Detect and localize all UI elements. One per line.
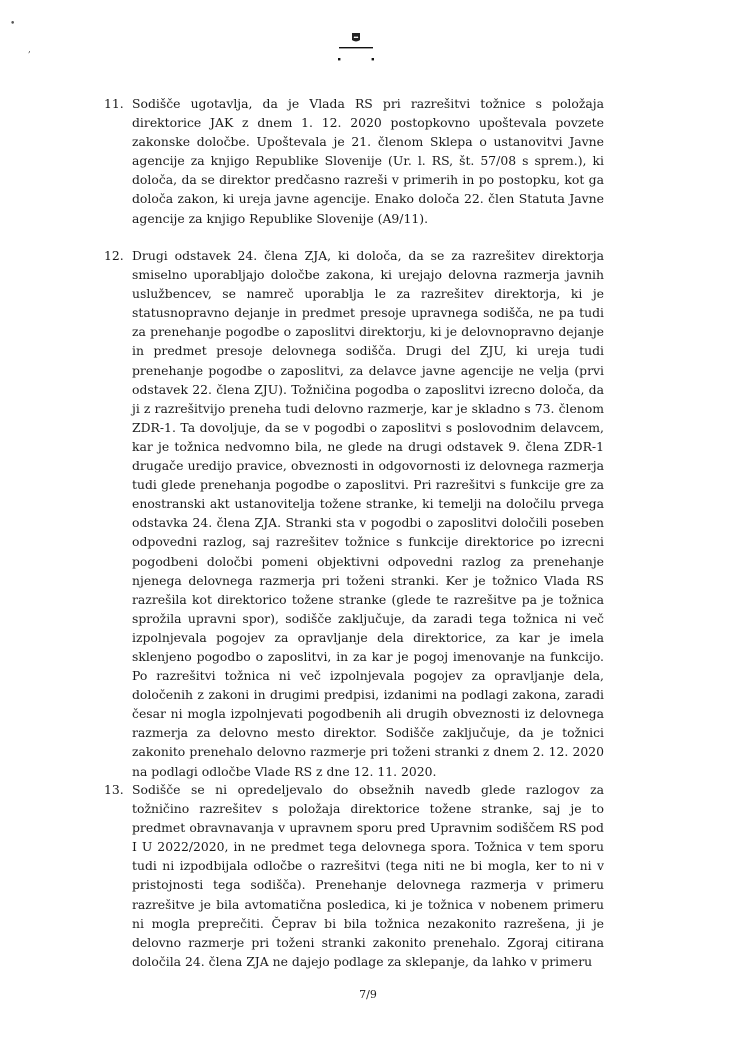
paragraph-12 [104, 246, 604, 781]
paragraph-11 [104, 94, 604, 228]
paragraph-text: Sodišče se ni opredeljevalo do obsežnih navedb glede razlogov za tožničino razrešitev s položaja direktorice tožene stranke, saj je to predmet obravnavanja v upravnem sporu pred Upravnim sodiščem RS pod I U 2022/2020, in ne predmet tega delovnega spora. Tožnica v tem sporu tudi ni izpodbijala odločbe o razrešitvi (tega niti ne bi mogla, ker to ni v pristojnosti tega sodišča). Prenehanje delovnega razmerja v primeru razrešitve je bila avtomatična posledica, ki je tožnica v nobenem primeru ni mogla preprečiti. Čeprav bi bila tožnica nezakonito razrešena, ji je delovno razmerje pri toženi stranki zakonito prenehalo. Zgoraj citirana določila 24. člena ZJA ne dajejo podlage za sklepanje, da lahko v primeru [132, 782, 604, 969]
paragraph-13 [104, 780, 604, 971]
paragraph-number: 11. [104, 96, 124, 111]
coat-of-arms-icon [336, 30, 376, 64]
page-number: 7/9 [359, 988, 377, 1001]
paragraph-text: Sodišče ugotavlja, da je Vlada RS pri razrešitvi tožnice s položaja direktorice JAK z dnem 1. 12. 2020 postopkovno upoštevala povzete zakonske določbe. Upoštevala je 21. členom Sklepa o ustanovitvi Javne agencije za knjigo Republike Slovenije (Ur. l. RS, št. 57/08 s sprem.), ki določa, da se direktor predčasno razreši v primerih in po postopku, kot ga določa zakon, ki ureja javne agencije. Enako določa 22. člen Statuta Javne agencije za knjigo Republike Slovenije (A9/11). [132, 96, 604, 226]
scan-speck: , [28, 45, 31, 55]
paragraph-number: 13. [104, 782, 124, 797]
scan-speck: • [10, 19, 16, 29]
paragraph-text: Drugi odstavek 24. člena ZJA, ki določa, da se za razrešitev direktorja smiselno uporabljajo določbe zakona, ki urejajo delovna razmerja javnih uslužbencev, se namreč uporablja le za razrešitev direktorja, ki je statusnopravno dejanje in predmet presoje upravnega sodišča, ne pa tudi za prenehanje pogodbe o zaposlitvi direktorju, ki je delovnopravno dejanje in predmet presoje delovnega sodišča. Drugi del ZJU, ki ureja tudi prenehanje pogodbe o zaposlitvi, za delavce javne agencije ne velja (prvi odstavek 22. člena ZJU). Tožničina pogodba o zaposlitvi izrecno določa, da ji z razrešitvijo preneha tudi delovno razmerje, kar je skladno s 73. členom ZDR-1. Ta dovoljuje, da se v pogodbi o zaposlitvi s poslovodnim delavcem, kar je tožnica nedvomno bila, ne glede na drugi odstavek 9. člena ZDR-1 drugače uredijo pravice, obveznosti in odgovornosti iz delovnega razmerja tudi glede prenehanja pogodbe o zaposlitvi. Pri razrešitvi s funkcije gre za enostranski akt ustanovitelja tožene stranke, ki temelji na določilu prvega odstavka 24. člena ZJA. Stranki sta v pogodbi o zaposlitvi določili poseben odpovedni razlog, saj razrešitev tožnice s funkcije direktorice po izrecni pogodbeni določbi pomeni objektivni odpovedni razlog za prenehanje njenega delovnega razmerja pri toženi stranki. Ker je tožnico Vlada RS razrešila kot direktorico tožene stranke (glede te razrešitve pa je tožnica sprožila upravni spor), sodišče zaključuje, da zaradi tega tožnica ni več izpolnjevala pogojev za opravljanje dela direktorice, za kar je imela sklenjeno pogodbo o zaposlitvi, in za kar je pogoj imenovanje na funkcijo. Po razrešitvi tožnica ni več izpolnjevala pogojev za opravljanje dela, določenih z zakoni in drugimi predpisi, izdanimi na podlagi zakona, zaradi česar ni mogla izpolnjevati pogodbenih ali drugih obveznosti iz delovnega razmerja za delovno mesto direktor. Sodišče zaključuje, da je tožnici zakonito prenehalo delovno razmerje pri toženi stranki z dnem 2. 12. 2020 na podlagi odločbe Vlade RS z dne 12. 11. 2020. [132, 248, 604, 779]
paragraph-number: 12. [104, 248, 124, 263]
